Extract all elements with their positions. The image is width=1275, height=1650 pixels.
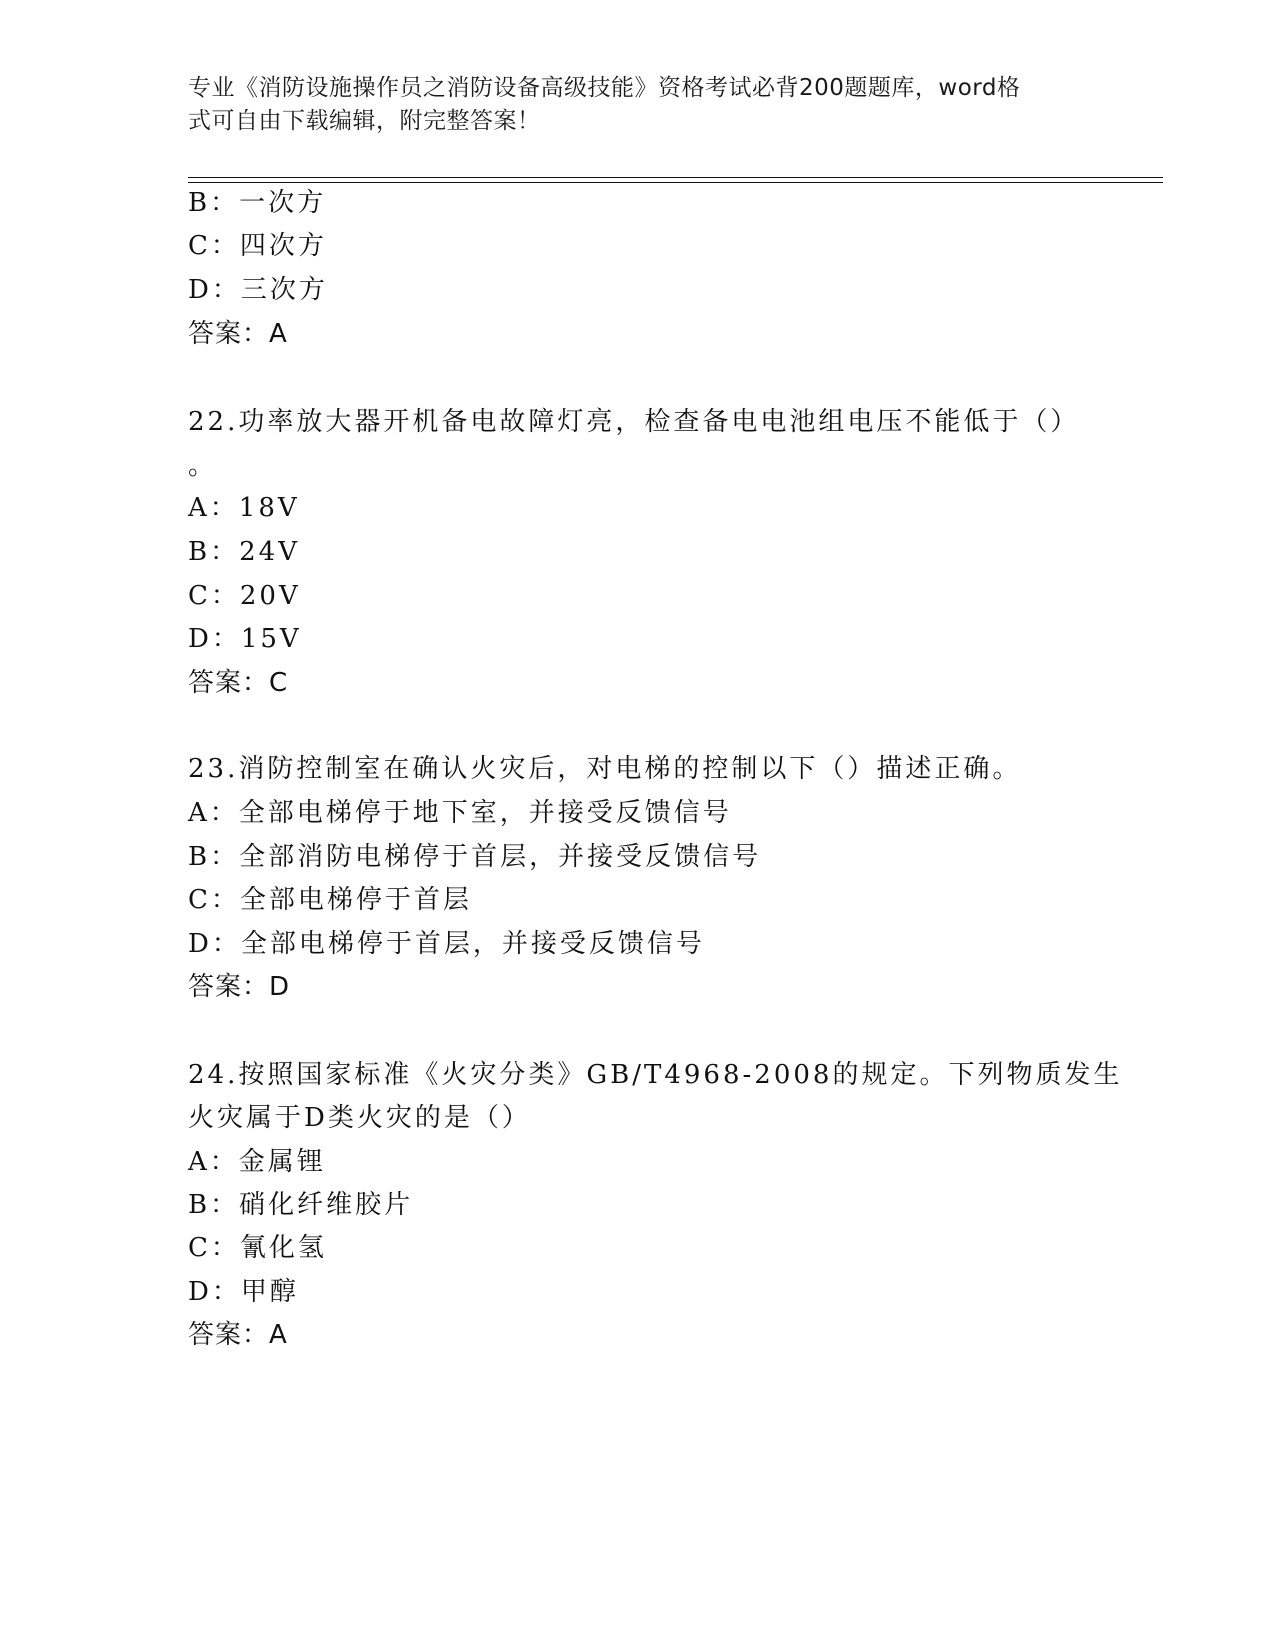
q23-option-b: B：全部消防电梯停于首层，并接受反馈信号 bbox=[188, 842, 762, 872]
q22-answer: 答案：C bbox=[188, 668, 289, 698]
header-line-1: 专业《消防设施操作员之消防设备高级技能》资格考试必背200题题库，word格 bbox=[188, 75, 1021, 101]
q22-option-a: A：18V bbox=[188, 493, 300, 523]
q22-option-c: C：20V bbox=[188, 581, 301, 611]
q24-option-c: C：氰化氢 bbox=[188, 1233, 327, 1263]
header-divider-bottom bbox=[188, 182, 1163, 183]
document-header bbox=[188, 72, 1078, 138]
q22-stem-line-1: 22.功率放大器开机备电故障灯亮，检查备电电池组电压不能低于（） bbox=[188, 407, 1080, 437]
q22-option-d: D：15V bbox=[188, 624, 302, 654]
q24-option-b: B：硝化纤维胶片 bbox=[188, 1190, 414, 1220]
header-divider-top bbox=[188, 177, 1163, 178]
q21-answer: 答案：A bbox=[188, 319, 288, 349]
q21-option-d: D：三次方 bbox=[188, 275, 328, 305]
q24-stem-line-2: 火灾属于D类火灾的是（） bbox=[188, 1103, 531, 1133]
q23-option-a: A：全部电梯停于地下室，并接受反馈信号 bbox=[188, 798, 732, 828]
q21-option-b: B：一次方 bbox=[188, 188, 327, 218]
q22-option-b: B：24V bbox=[188, 537, 300, 567]
q24-option-d: D：甲醇 bbox=[188, 1277, 299, 1307]
q23-answer: 答案：D bbox=[188, 972, 291, 1002]
q24-option-a: A：金属锂 bbox=[188, 1147, 326, 1177]
header-line-2: 式可自由下载编辑，附完整答案！ bbox=[188, 108, 541, 134]
q21-option-c: C：四次方 bbox=[188, 231, 327, 261]
q24-answer: 答案：A bbox=[188, 1320, 288, 1350]
q23-option-c: C：全部电梯停于首层 bbox=[188, 885, 472, 915]
q22-stem-line-2: 。 bbox=[188, 451, 218, 481]
q23-option-d: D：全部电梯停于首层，并接受反馈信号 bbox=[188, 929, 705, 959]
q24-stem-line-1: 24.按照国家标准《火灾分类》GB/T4968-2008的规定。下列物质发生 bbox=[188, 1060, 1123, 1090]
q23-stem-line-1: 23.消防控制室在确认火灾后，对电梯的控制以下（）描述正确。 bbox=[188, 754, 1022, 784]
